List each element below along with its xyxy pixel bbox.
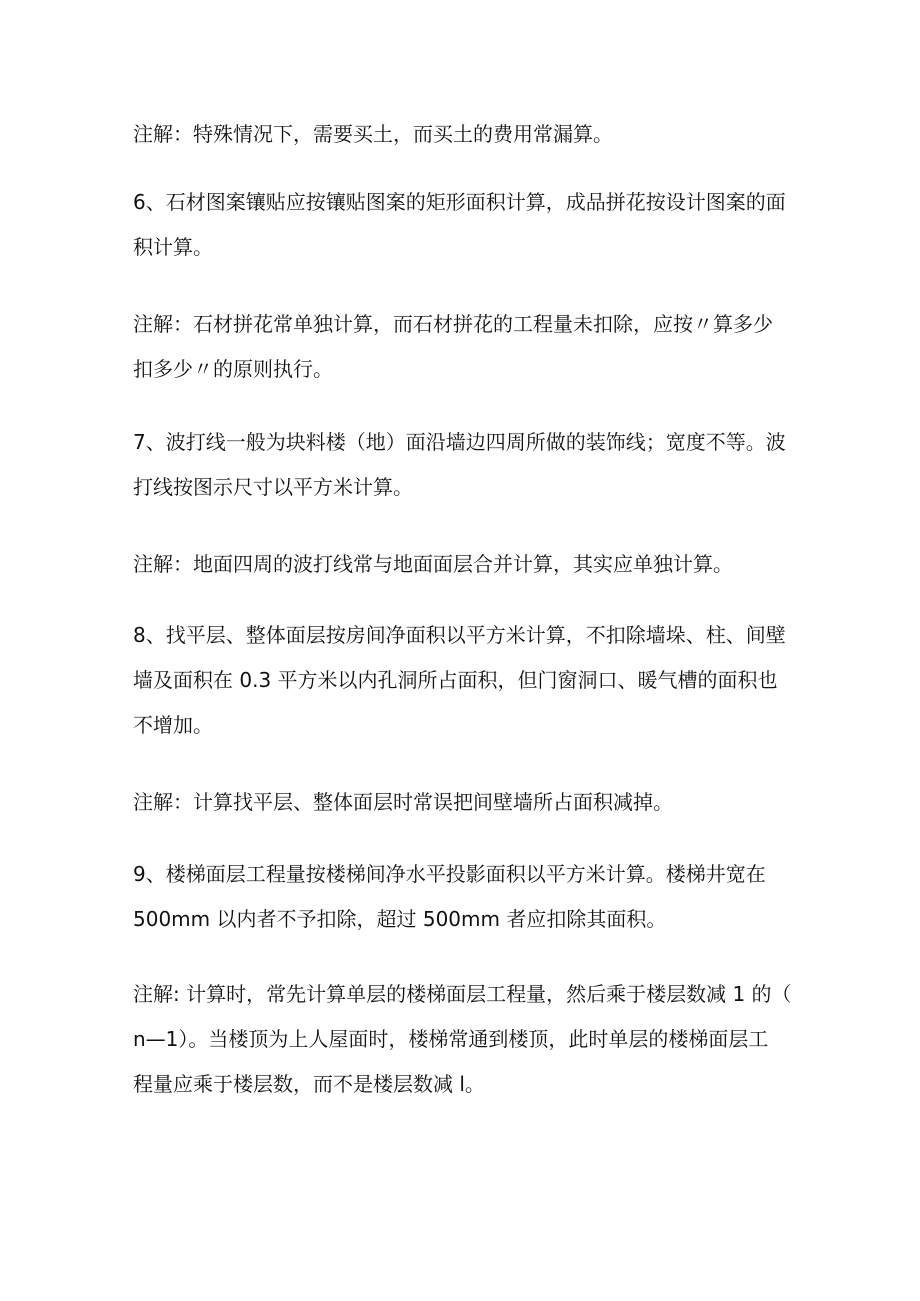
text-line: 9、楼梯面层工程量按楼梯间净水平投影面积以平方米计算。楼梯井宽在	[133, 862, 766, 886]
text-line: 500mm 以内者不予扣除，超过 500mm 者应扣除其面积。	[133, 907, 667, 931]
text-line: 注解：地面四周的波打线常与地面面层合并计算，其实应单独计算。	[133, 552, 733, 576]
text-line: 墙及面积在 0.3 平方米以内孔洞所占面积，但门窗洞口、暖气槽的面积也	[133, 668, 778, 692]
text-line: 注解：特殊情况下，需要买土，而买土的费用常漏算。	[133, 122, 613, 146]
text-line: 8、找平层、整体面层按房间净面积以平方米计算，不扣除墙垛、柱、间壁	[133, 623, 786, 647]
rule-paragraph-9-staircase	[133, 852, 795, 942]
text-line: 积计算。	[133, 235, 213, 259]
text-line: 注解：计算找平层、整体面层时常误把间壁墙所占面积减掉。	[133, 790, 673, 814]
text-line: 扣多少〃的原则执行。	[133, 357, 333, 381]
text-line: n—1）。当楼顶为上人屋面时，楼梯常通到楼顶，此时单层的楼梯面层工	[133, 1027, 769, 1051]
text-line: 7、波打线一般为块料楼（地）面沿墙边四周所做的装饰线；宽度不等。波	[133, 430, 786, 454]
note-paragraph-leveling-layer	[133, 780, 795, 825]
text-line: 打线按图示尺寸以平方米计算。	[133, 475, 413, 499]
note-paragraph-border-line	[133, 542, 795, 587]
note-paragraph-special-soil	[133, 112, 795, 157]
note-paragraph-stone-inlay	[133, 302, 795, 392]
text-line: 不增加。	[133, 713, 213, 737]
rule-paragraph-7-border-line	[133, 420, 795, 510]
text-line: 注解: 计算时，常先计算单层的楼梯面层工程量，然后乘于楼层数减 1 的（	[133, 982, 792, 1006]
text-line: 注解：石材拼花常单独计算，而石材拼花的工程量未扣除，应按〃算多少	[133, 312, 773, 336]
rule-paragraph-8-leveling-layer	[133, 613, 795, 748]
text-line: 6、石材图案镶贴应按镶贴图案的矩形面积计算，成品拼花按设计图案的面	[133, 190, 786, 214]
text-line: 程量应乘于楼层数，而不是楼层数减 l。	[133, 1072, 485, 1096]
rule-paragraph-6-stone-pattern	[133, 180, 795, 270]
note-paragraph-staircase	[133, 972, 795, 1107]
